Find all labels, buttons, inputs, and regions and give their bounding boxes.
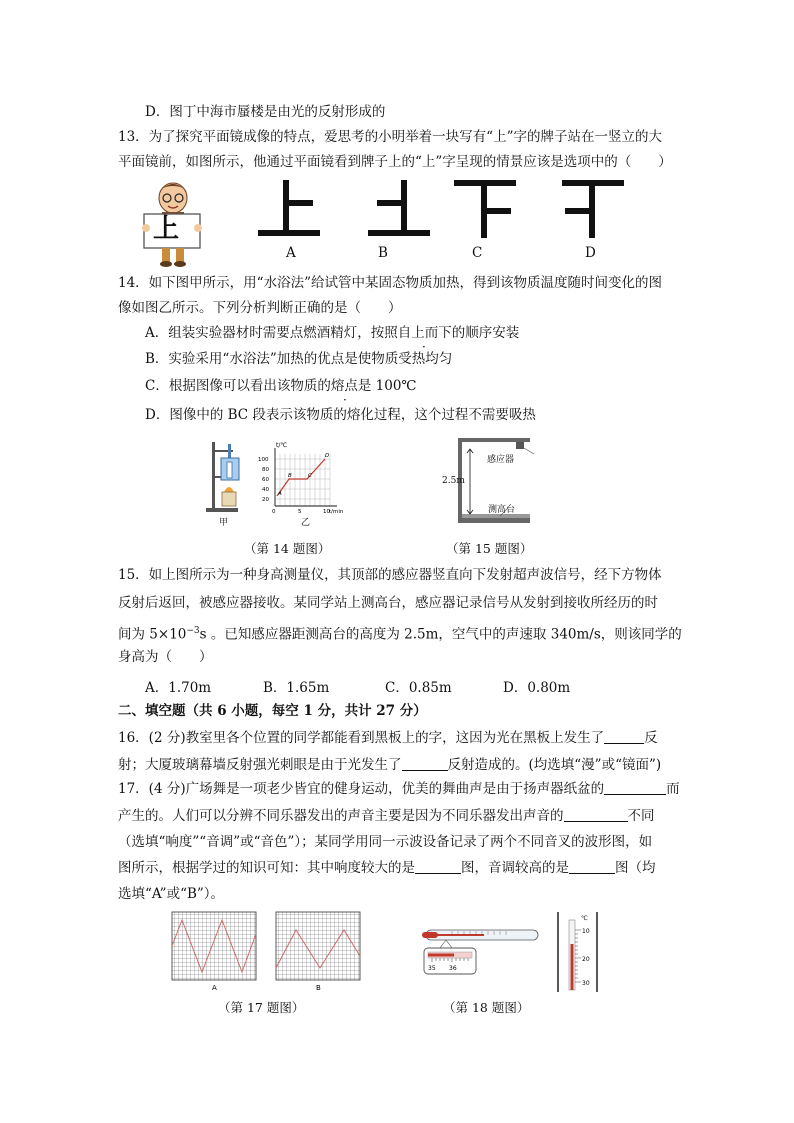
q14-option-c: C．根据图像可以看出该物质的熔点是 100℃ bbox=[145, 378, 417, 394]
x-tick-10: 10 bbox=[323, 509, 330, 515]
temperature-time-chart bbox=[255, 440, 355, 520]
q15-text-line1: 15．如上图所示为一种身高测量仪，其顶部的感应器竖直向下发射超声波信号，经下方物体 bbox=[118, 567, 662, 583]
q17-text-line5: 选填“A”或“B”）。 bbox=[118, 886, 225, 902]
point-a: A bbox=[278, 491, 282, 497]
q17-text-line1: 17．(4 分)广场舞是一项老少皆宜的健身运动，优美的舞曲声是由于扬声器纸盆的 而 bbox=[118, 781, 680, 797]
waveform-b-label: B bbox=[316, 984, 321, 992]
q14-text-line2: 像如图乙所示。下列分析判断正确的是（ ） bbox=[118, 300, 402, 316]
q17-caption: （第 17 题图） bbox=[218, 1000, 305, 1015]
x-tick-5: 5 bbox=[298, 509, 302, 515]
q17-blank-4 bbox=[569, 859, 615, 874]
point-b: B bbox=[288, 473, 292, 479]
q14-text-line1: 14．如下图甲所示，用“水浴法”给试管中某固态物质加热，得到该物质温度随时间变化的图 bbox=[118, 275, 662, 291]
waveform-b bbox=[276, 912, 360, 980]
q13-text-line1: 13．为了探究平面镜成像的特点，爱思考的小明举着一块写有“上”字的牌子站在一竖立的大 bbox=[118, 129, 662, 145]
reading-tick-35: 35 bbox=[428, 965, 436, 972]
sign-character: 上 bbox=[153, 214, 180, 244]
waveform-a bbox=[172, 912, 256, 980]
option-d-glyph bbox=[562, 180, 624, 238]
height-2-5m-label: 2.5m bbox=[442, 476, 465, 486]
waveform-figures bbox=[170, 910, 370, 992]
q13-option-glyphs bbox=[250, 178, 640, 240]
scale-unit: ℃ bbox=[581, 915, 588, 922]
fig-jia-label: 甲 bbox=[219, 518, 229, 528]
q16-blank-2 bbox=[402, 756, 448, 771]
q14-caption: （第 14 题图） bbox=[244, 541, 331, 556]
y-tick-20: 20 bbox=[262, 497, 269, 503]
q17-text-line3: （选填“响度”“音调”或“音色”）；某同学用同一示波设备记录了两个不同音叉的波形图，如 bbox=[118, 834, 653, 850]
q14-option-d: D．图像中的 BC 段表示该物质的熔化过程，这个过程不需要吸热 bbox=[145, 407, 536, 423]
option-a-label: A bbox=[286, 245, 296, 261]
scale-tick-30: 30 bbox=[582, 980, 590, 987]
water-bath-apparatus bbox=[204, 440, 249, 520]
q15-option-d: D．0.80m bbox=[503, 680, 571, 696]
q17-blank-2 bbox=[564, 807, 628, 822]
q18-caption: （第 18 题图） bbox=[443, 1000, 530, 1015]
q15-text-line2: 反射后返回，被感应器接收。某同学站上测高台，感应器记录信号从发射到接收所经历的时 bbox=[118, 595, 658, 611]
option-b-label: B bbox=[378, 245, 388, 261]
q14-option-a: A．组装实验器材时需要点燃酒精灯，按照自上而下的顺序安装 bbox=[145, 325, 520, 341]
q17-blank-3 bbox=[415, 859, 461, 874]
y-tick-60: 60 bbox=[262, 477, 269, 483]
option-c-label: C bbox=[472, 245, 483, 261]
y-tick-80: 80 bbox=[262, 467, 269, 473]
x-tick-0: 0 bbox=[272, 509, 276, 515]
option-d-label: D bbox=[585, 245, 596, 261]
y-tick-40: 40 bbox=[262, 487, 269, 493]
option-b-glyph bbox=[368, 180, 430, 236]
q15-option-c: C．0.85m bbox=[385, 680, 452, 696]
q16-blank-1 bbox=[604, 729, 644, 744]
reading-tick-36: 36 bbox=[449, 965, 457, 972]
sensor-label: 感应器 bbox=[487, 455, 515, 465]
q16-text-line1: 16．(2 分)教室里各个位置的同学都能看到黑板上的字，这因为光在黑板上发生了 反 bbox=[118, 730, 658, 746]
scale-tick-10: 10 bbox=[582, 928, 590, 935]
q15-option-a: A．1.70m bbox=[145, 680, 212, 696]
q15-caption: （第 15 题图） bbox=[446, 541, 533, 556]
q17-blank-1 bbox=[604, 780, 666, 795]
waveform-a-label: A bbox=[212, 984, 217, 992]
q15-text-line4: 身高为（ ） bbox=[118, 649, 213, 665]
point-d: D bbox=[325, 453, 330, 459]
vertical-thermometer-scale bbox=[555, 910, 601, 994]
option-a-glyph bbox=[258, 180, 320, 236]
q15-text-line3: 间为 $5\times 10^{-3}s$ 。已知感应器距测高台的高度为 2.5m，空气中的声速取 340m/s，则该同学的 bbox=[118, 626, 682, 643]
chart-y-unit: t/℃ bbox=[276, 442, 288, 449]
q15-option-b: B．1.65m bbox=[263, 680, 330, 696]
q16-text-line2: 射；大厦玻璃幕墙反射强光刺眼是由于光发生了 反射造成的。(均选填“漫”或“镜面”) bbox=[118, 757, 662, 773]
clinical-thermometer bbox=[418, 924, 542, 986]
fig-yi-label: 乙 bbox=[301, 518, 311, 528]
option-c-glyph bbox=[454, 180, 516, 238]
q13-text-line2: 平面镜前，如图所示，他通过平面镜看到牌子上的“上”字呈现的情景应该是选项中的（ ） bbox=[118, 154, 672, 170]
q17-text-line2: 产生的。人们可以分辨不同乐器发出的声音主要是因为不同乐器发出声音的 不同 bbox=[118, 808, 655, 824]
platform-label: 测高台 bbox=[488, 505, 516, 515]
q17-text-line4: 图所示，根据学过的知识可知：其中响度较大的是 图，音调较高的是 图（均 bbox=[118, 860, 656, 876]
q12-option-d: D．图丁中海市蜃楼是由光的反射形成的 bbox=[145, 104, 386, 120]
scale-tick-20: 20 bbox=[582, 956, 590, 963]
q14-option-b: B．实验采用“水浴法”加热的优点是使物质受热均匀 bbox=[145, 351, 453, 367]
y-tick-100: 100 bbox=[258, 457, 269, 463]
point-c: C bbox=[308, 473, 312, 479]
section-2-heading: 二、填空题（共 6 小题，每空 1 分，共计 27 分） bbox=[118, 703, 427, 719]
chart-x-unit: t/min bbox=[329, 509, 344, 515]
